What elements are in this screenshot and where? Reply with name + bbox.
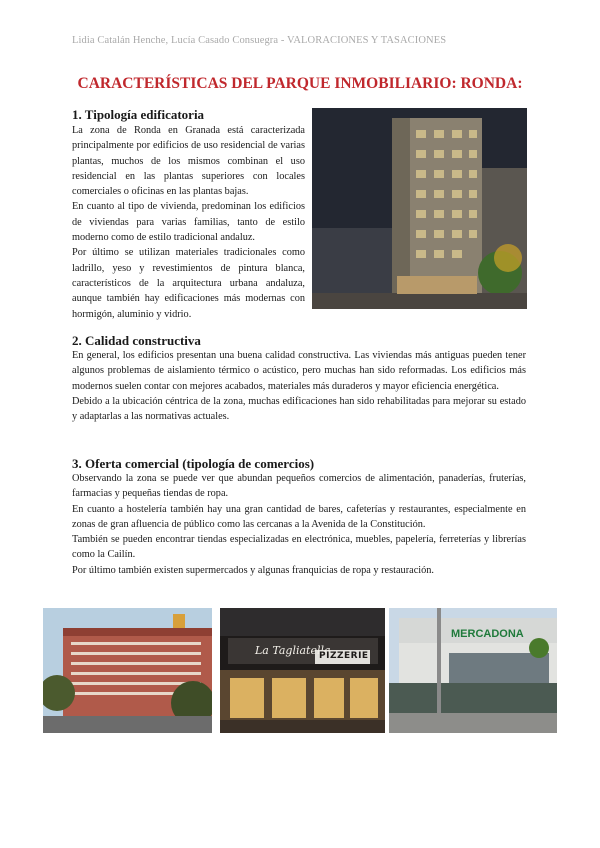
paragraph: La zona de Ronda en Granada está caracterizada principalmente por edificios de uso residencial de varias plantas, muchos de los mismos combinan el uso residencial en las plantas superiores con locales comerciales o oficinas en las plantas bajas. [72, 125, 305, 198]
photo-hotel-building [43, 608, 212, 733]
paragraph: También se pueden encontrar tiendas especializadas en electrónica, muebles, papelería, ferreterías y librerías como la Cailín. [72, 534, 526, 561]
restaurant-sign-label: PIZZERIE [319, 651, 369, 661]
paragraph: Por último también existen supermercados y algunas franquicias de ropa y restauración. [72, 564, 434, 576]
paragraph: En cuanto a hostelería también hay una gran cantidad de bares, cafeterías y restaurantes, especialmente en zonas de gran afluencia de público como las cercanas a la Avenida de la Constitución. [72, 503, 526, 530]
photo-supermarket [389, 608, 557, 733]
supermarket-name-sign: MERCADONA [451, 628, 524, 640]
paragraph: En cuanto al tipo de vivienda, predominan los edificios de viviendas para varias familias, tanto de estilo moderno como de estilo tradicional andaluz. [72, 201, 305, 244]
photo-restaurant-storefront [220, 608, 385, 733]
restaurant-name-sign: La Tagliatella [255, 644, 331, 657]
section-heading-oferta: 3. Oferta comercial (tipología de comercios) [72, 456, 315, 471]
section-heading-tipologia: 1. Tipología edificatoria [72, 107, 205, 122]
section-body-calidad [72, 348, 526, 424]
page-header: Lidia Catalán Henche, Lucía Casado Consuegra - VALORACIONES Y TASACIONES [72, 35, 447, 46]
section-heading-calidad: 2. Calidad constructiva [72, 333, 201, 348]
paragraph: En general, los edificios presentan una buena calidad constructiva. Las viviendas más antiguas pueden tener algunos problemas de aislamiento térmico o acústico, pero muchas han sido reformadas. Los edificios más modernos suelen contar con mejores acabados, materiales más duraderos y mayor eficiencia energética. [72, 350, 526, 392]
photo-residential-building [312, 108, 527, 309]
paragraph: Observando la zona se puede ver que abundan pequeños comercios de alimentación, panaderías, fruterías, farmacias y pequeñas tiendas de ropa. [72, 473, 526, 500]
paragraph: Por último se utilizan materiales tradicionales como ladrillo, yeso y revestimientos de pintura blanca, característicos de la arquitectura urbana andaluza, aunque también hay edificaciones más modernas con hormigón, aluminio y vidrio. [72, 247, 305, 320]
section-body-tipologia [72, 123, 305, 322]
section-body-oferta [72, 471, 526, 578]
page-title: CARACTERÍSTICAS DEL PARQUE INMOBILIARIO: RONDA: [77, 75, 523, 92]
paragraph: Debido a la ubicación céntrica de la zona, muchas edificaciones han sido rehabilitadas para mejorar su estado y adaptarlas a las normativas actuales. [72, 395, 526, 423]
